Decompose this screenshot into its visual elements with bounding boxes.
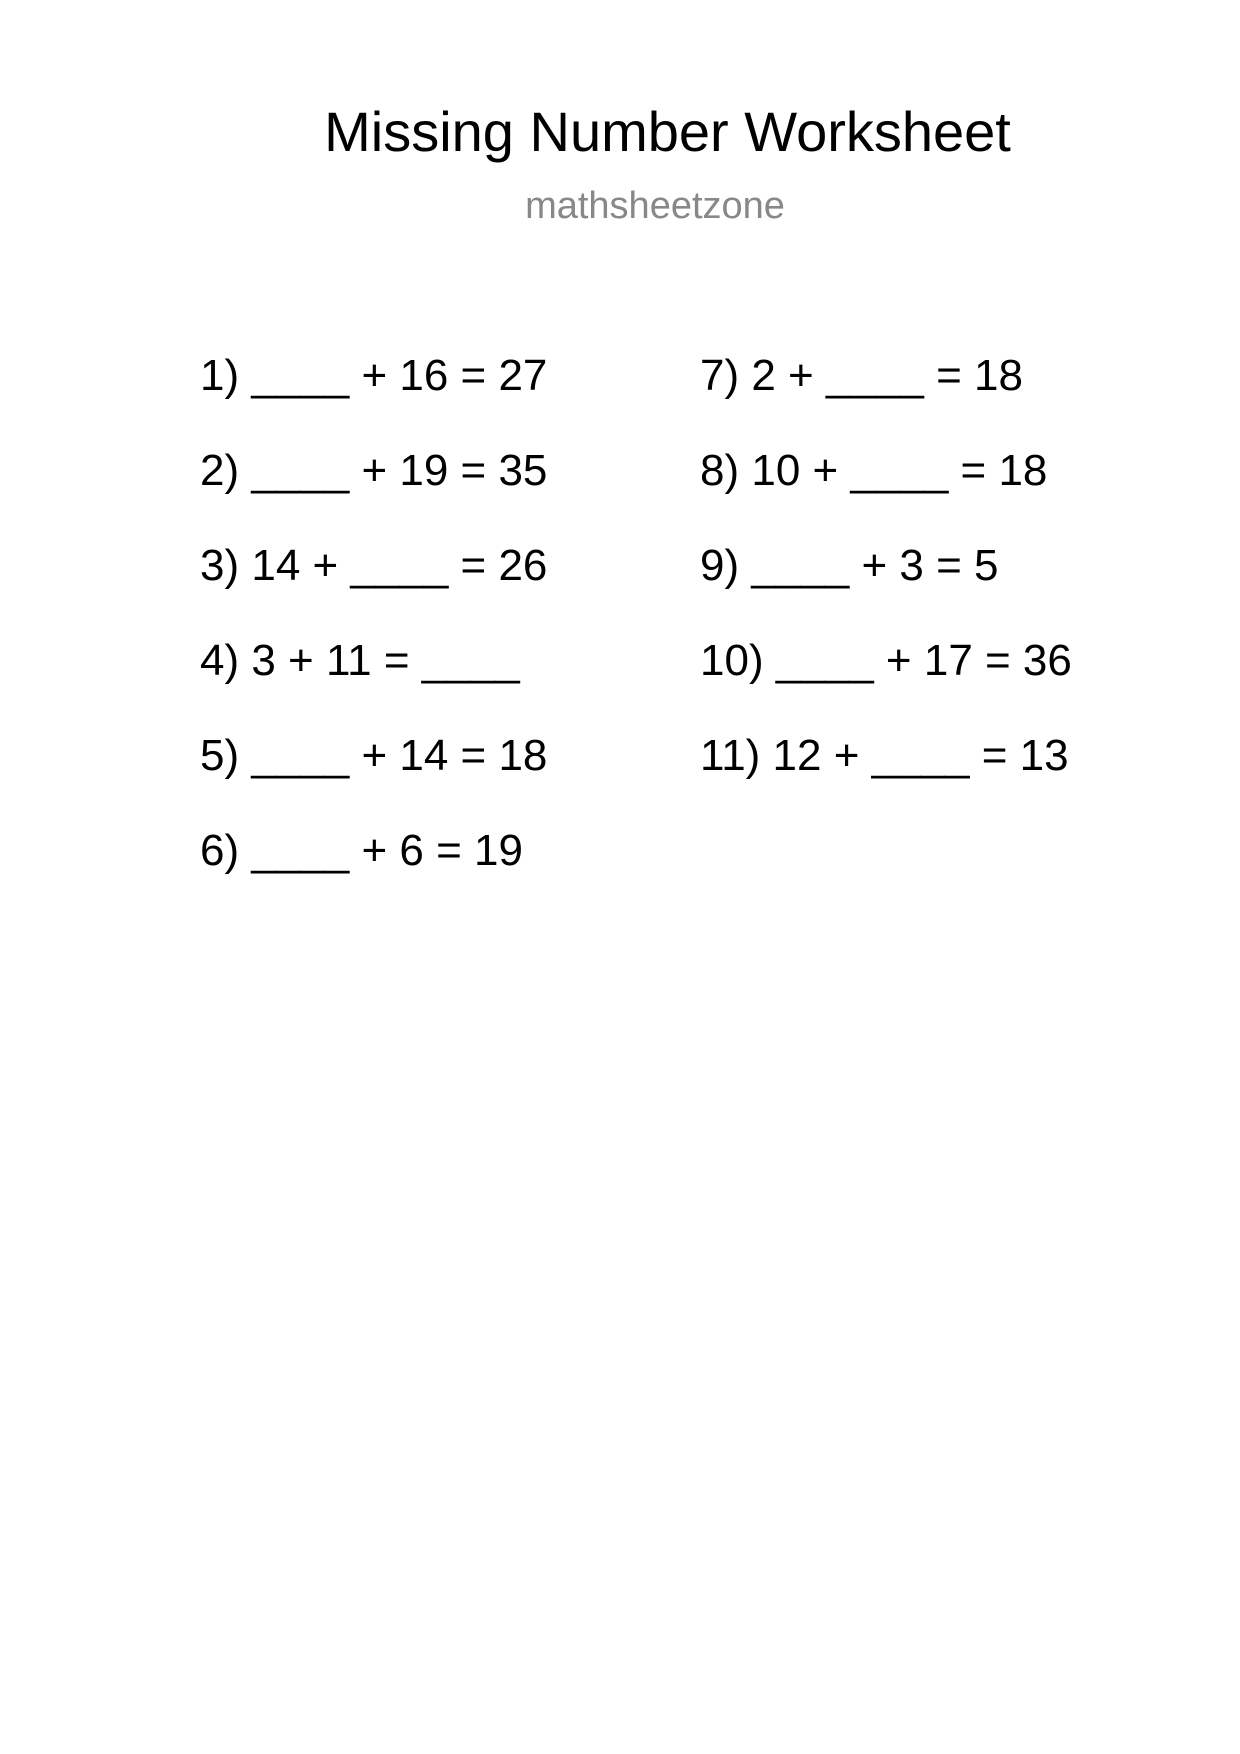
problem-5: 5) ____ + 14 = 18 [200,731,548,780]
problem-10: 10) ____ + 17 = 36 [700,636,1072,685]
problem-6: 6) ____ + 6 = 19 [200,826,523,875]
problem-11: 11) 12 + ____ = 13 [700,731,1069,780]
problem-8: 8) 10 + ____ = 18 [700,446,1048,495]
problem-2: 2) ____ + 19 = 35 [200,446,548,495]
page-subtitle: mathsheetzone [525,185,785,227]
page-title: Missing Number Worksheet [324,100,1011,163]
problem-3: 3) 14 + ____ = 26 [200,541,548,590]
problem-7: 7) 2 + ____ = 18 [700,351,1023,400]
problem-9: 9) ____ + 3 = 5 [700,541,999,590]
problem-1: 1) ____ + 16 = 27 [200,351,548,400]
problem-4: 4) 3 + 11 = ____ [200,636,520,685]
